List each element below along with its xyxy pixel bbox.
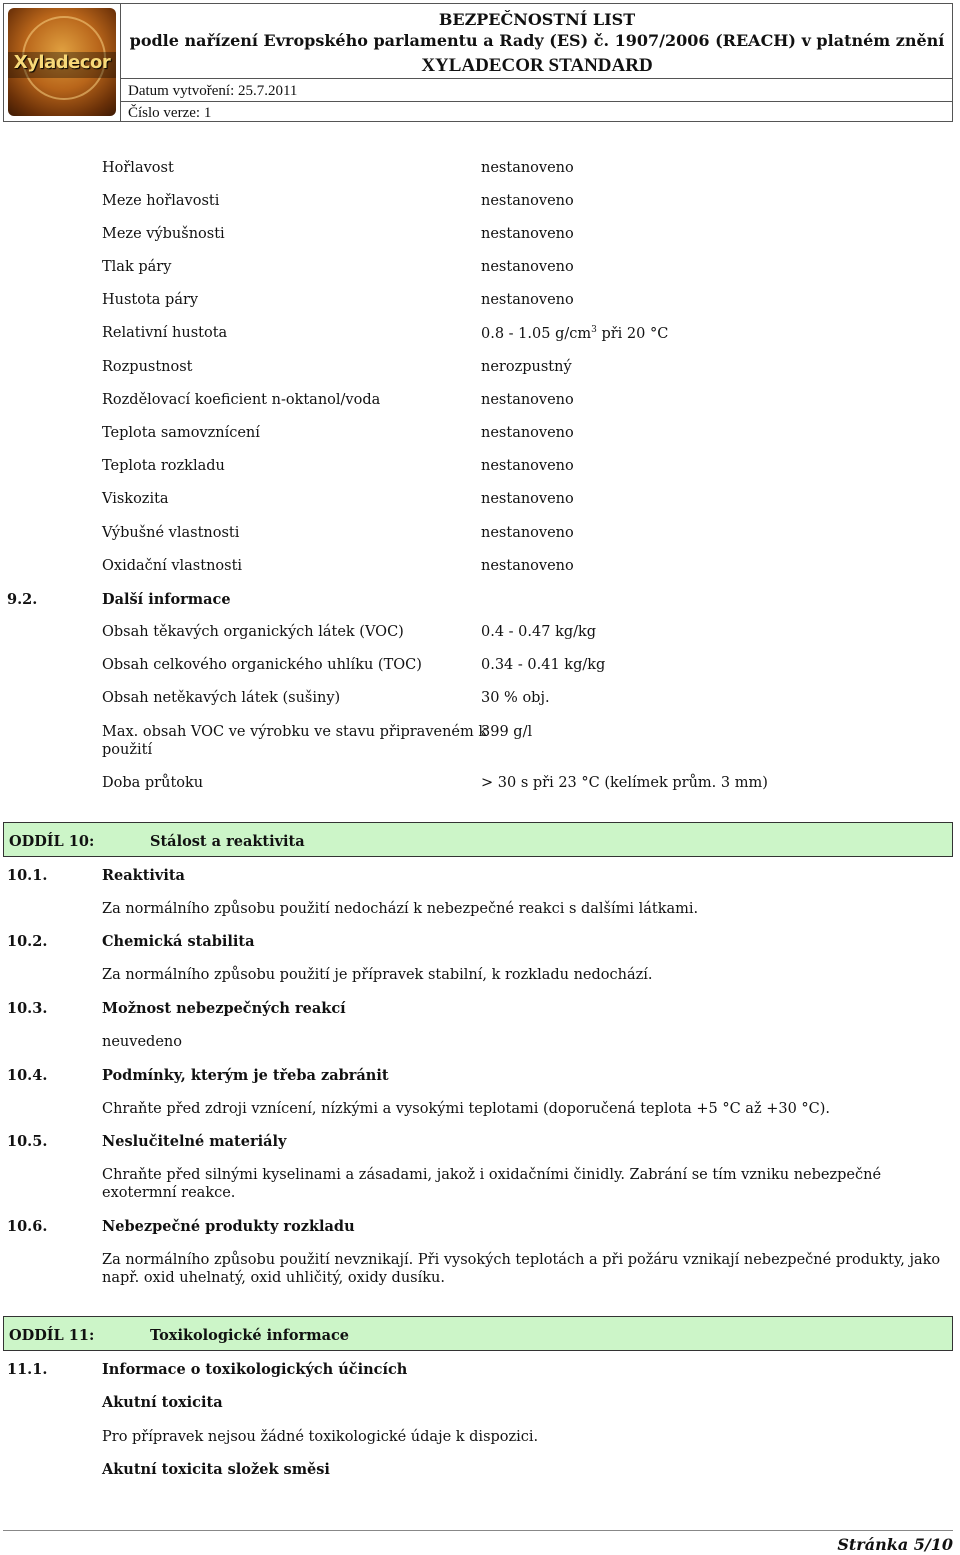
section-name: Stálost a reaktivita: [150, 833, 305, 850]
sub-heading: Akutní toxicita: [102, 1394, 223, 1411]
property-label: Výbušné vlastnosti: [102, 525, 240, 541]
property-value: nestanoveno: [481, 292, 574, 308]
creation-date: Datum vytvoření: 25.7.2011: [128, 83, 298, 99]
property-label: Teplota rozkladu: [102, 458, 225, 474]
document-title: BEZPEČNOSTNÍ LIST: [438, 10, 636, 29]
property-value: 399 g/l: [481, 724, 533, 740]
density-condition: při 20 °C: [596, 325, 669, 342]
property-label-cont: použití: [102, 742, 153, 758]
density-value: 0.8 - 1.05 g/cm: [481, 325, 592, 342]
subsection-text: Za normálního způsobu použití nedochází k nebezpečné reakci s dalšími látkami.: [102, 901, 699, 917]
property-value: nestanoveno: [481, 558, 574, 574]
subsection-number: 10.6.: [7, 1218, 48, 1235]
section-code: ODDÍL 10:: [9, 833, 95, 850]
property-value: nestanoveno: [481, 193, 574, 209]
density-exponent: 3: [591, 325, 597, 335]
property-value: nestanoveno: [481, 491, 574, 507]
version-number: Číslo verze: 1: [128, 105, 212, 121]
property-value: 30 % obj.: [481, 690, 550, 706]
property-value: nestanoveno: [481, 392, 574, 408]
property-label: Oxidační vlastnosti: [102, 558, 243, 574]
document-header: [3, 3, 953, 122]
subsection-number: 10.2.: [7, 933, 48, 950]
property-value: nestanoveno: [481, 259, 574, 275]
sub-heading: Akutní toxicita složek směsi: [102, 1461, 330, 1478]
header-line-1: [120, 78, 952, 79]
property-label: Relativní hustota: [102, 325, 228, 341]
regulation-text: podle nařízení Evropského parlamentu a Rady (ES) č. 1907/2006 (REACH) v platném znění: [129, 31, 945, 50]
property-label: Teplota samovznícení: [102, 425, 260, 441]
property-label: Rozpustnost: [102, 359, 193, 375]
section-10-header: [3, 822, 953, 857]
section-name: Toxikologické informace: [150, 1327, 350, 1344]
property-value: nestanoveno: [481, 425, 574, 441]
property-value: 0.4 - 0.47 kg/kg: [481, 624, 597, 640]
property-value: nestanoveno: [481, 226, 574, 242]
subsection-text: Chraňte před zdroji vznícení, nízkými a vysokými teplotami (doporučená teplota +5 °C až +30 °C).: [102, 1101, 831, 1117]
subsection-number: 9.2.: [7, 591, 38, 608]
subsection-text: Chraňte před silnými kyselinami a zásadami, jakož i oxidačními činidly. Zabrání se tím vzniku nebezpečné exotermní reakce.: [102, 1167, 882, 1201]
subsection-title: Podmínky, kterým je třeba zabránit: [102, 1067, 389, 1084]
property-label: Tlak páry: [102, 259, 172, 275]
product-name: XYLADECOR STANDARD: [421, 55, 653, 76]
subsection-title: Další informace: [102, 591, 231, 608]
property-label: Rozdělovací koeficient n-oktanol/voda: [102, 392, 381, 408]
property-label: Obsah celkového organického uhlíku (TOC): [102, 657, 422, 673]
subsection-title: Možnost nebezpečných reakcí: [102, 1000, 346, 1017]
header-line-2: [120, 101, 952, 102]
property-label: Viskozita: [102, 491, 169, 507]
property-label: Hořlavost: [102, 160, 174, 176]
property-label: Meze hořlavosti: [102, 193, 220, 209]
page-number: Stránka 5/10: [837, 1535, 953, 1554]
footer-line: [3, 1530, 953, 1531]
logo-text: Xyladecor: [13, 52, 111, 73]
property-label: Hustota páry: [102, 292, 199, 308]
subsection-text: neuvedeno: [102, 1034, 182, 1050]
property-value: [481, 325, 668, 342]
subsection-text: Za normálního způsobu použití nevznikají. Při vysokých teplotách a při požáru vznikají nebezpečné produkty, jako např. oxid uhelnatý, oxid uhličitý, oxidy dusíku.: [102, 1252, 941, 1286]
property-label: Max. obsah VOC ve výrobku ve stavu připraveném k: [102, 724, 488, 740]
subsection-number: 11.1.: [7, 1361, 48, 1378]
property-value: > 30 s při 23 °C (kelímek prům. 3 mm): [481, 775, 768, 791]
section-code: ODDÍL 11:: [9, 1327, 95, 1344]
property-label: Obsah netěkavých látek (sušiny): [102, 690, 341, 706]
subsection-number: 10.3.: [7, 1000, 48, 1017]
property-value: nestanoveno: [481, 160, 574, 176]
xyladecor-logo: [8, 8, 116, 116]
subsection-title: Neslučitelné materiály: [102, 1133, 287, 1150]
property-label: Obsah těkavých organických látek (VOC): [102, 624, 404, 640]
subsection-number: 10.1.: [7, 867, 48, 884]
subsection-title: Chemická stabilita: [102, 933, 255, 950]
property-label: Doba průtoku: [102, 775, 204, 791]
subsection-title: Informace o toxikologických účincích: [102, 1361, 408, 1378]
property-value: 0.34 - 0.41 kg/kg: [481, 657, 606, 673]
subsection-title: Nebezpečné produkty rozkladu: [102, 1218, 355, 1235]
subsection-title: Reaktivita: [102, 867, 185, 884]
property-value: nestanoveno: [481, 525, 574, 541]
subsection-text: Za normálního způsobu použití je přípravek stabilní, k rozkladu nedochází.: [102, 967, 653, 983]
section-11-header: [3, 1316, 953, 1351]
property-value: nerozpustný: [481, 359, 572, 375]
property-label: Meze výbušnosti: [102, 226, 225, 242]
subsection-text: Pro přípravek nejsou žádné toxikologické údaje k dispozici.: [102, 1429, 539, 1445]
property-value: nestanoveno: [481, 458, 574, 474]
subsection-number: 10.4.: [7, 1067, 48, 1084]
subsection-number: 10.5.: [7, 1133, 48, 1150]
